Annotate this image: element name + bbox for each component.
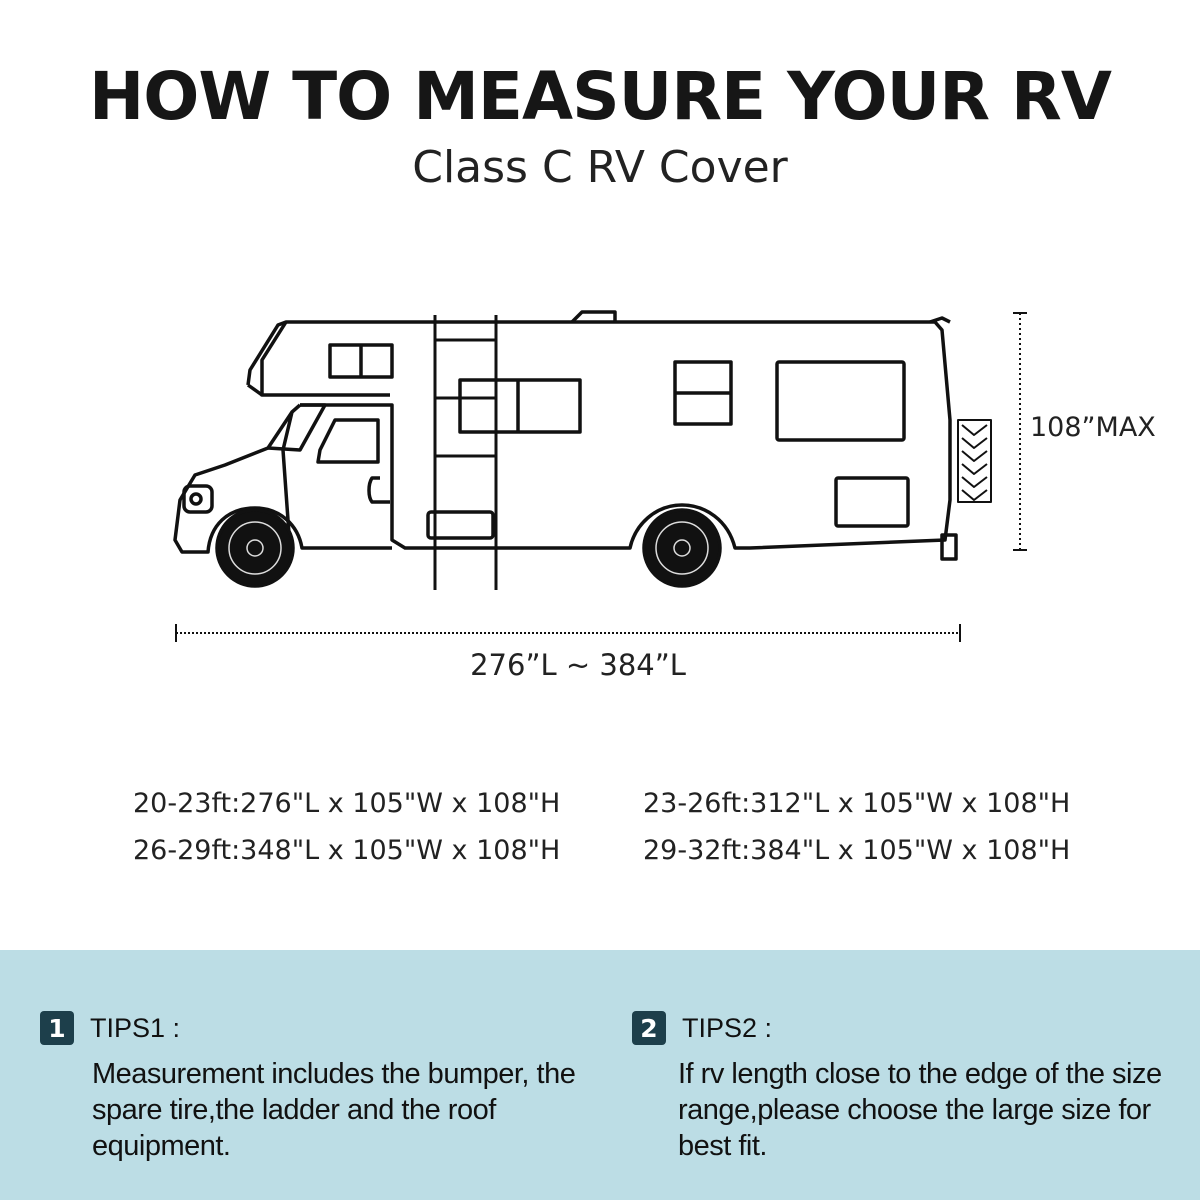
height-label: 108”MAX	[1030, 412, 1156, 443]
rear-wheel	[644, 510, 720, 586]
size-item: 26-29ft:348"L x 105"W x 108"H	[133, 835, 561, 866]
tip-number-badge: 2	[632, 1011, 666, 1045]
page-title: HOW TO MEASURE YOUR RV	[89, 58, 1111, 135]
length-dimension-line	[176, 624, 960, 642]
size-list-left	[133, 780, 560, 874]
length-label: 276”L ~ 384”L	[470, 648, 686, 682]
tip-title: TIPS1 :	[90, 1012, 181, 1043]
height-dimension-line	[1013, 313, 1027, 550]
rv-body	[175, 312, 956, 559]
tip-number-badge: 1	[40, 1011, 74, 1045]
size-item: 20-23ft:276"L x 105"W x 108"H	[133, 788, 561, 819]
tip-title: TIPS2 :	[682, 1012, 773, 1043]
tip-text: If rv length close to the edge of the size range,please choose the large size for best fit.	[678, 1058, 1162, 1162]
size-list-right	[643, 780, 1070, 874]
tip-2	[632, 1010, 1178, 1164]
tip-1	[40, 1010, 612, 1164]
page-subtitle: Class C RV Cover	[412, 142, 788, 193]
front-wheel	[217, 510, 293, 586]
spare-tire-icon	[958, 420, 991, 502]
tip-text: Measurement includes the bumper, the spare tire,the ladder and the roof equipment.	[92, 1058, 576, 1162]
size-item: 29-32ft:384"L x 105"W x 108"H	[643, 835, 1071, 866]
size-item: 23-26ft:312"L x 105"W x 108"H	[643, 788, 1071, 819]
